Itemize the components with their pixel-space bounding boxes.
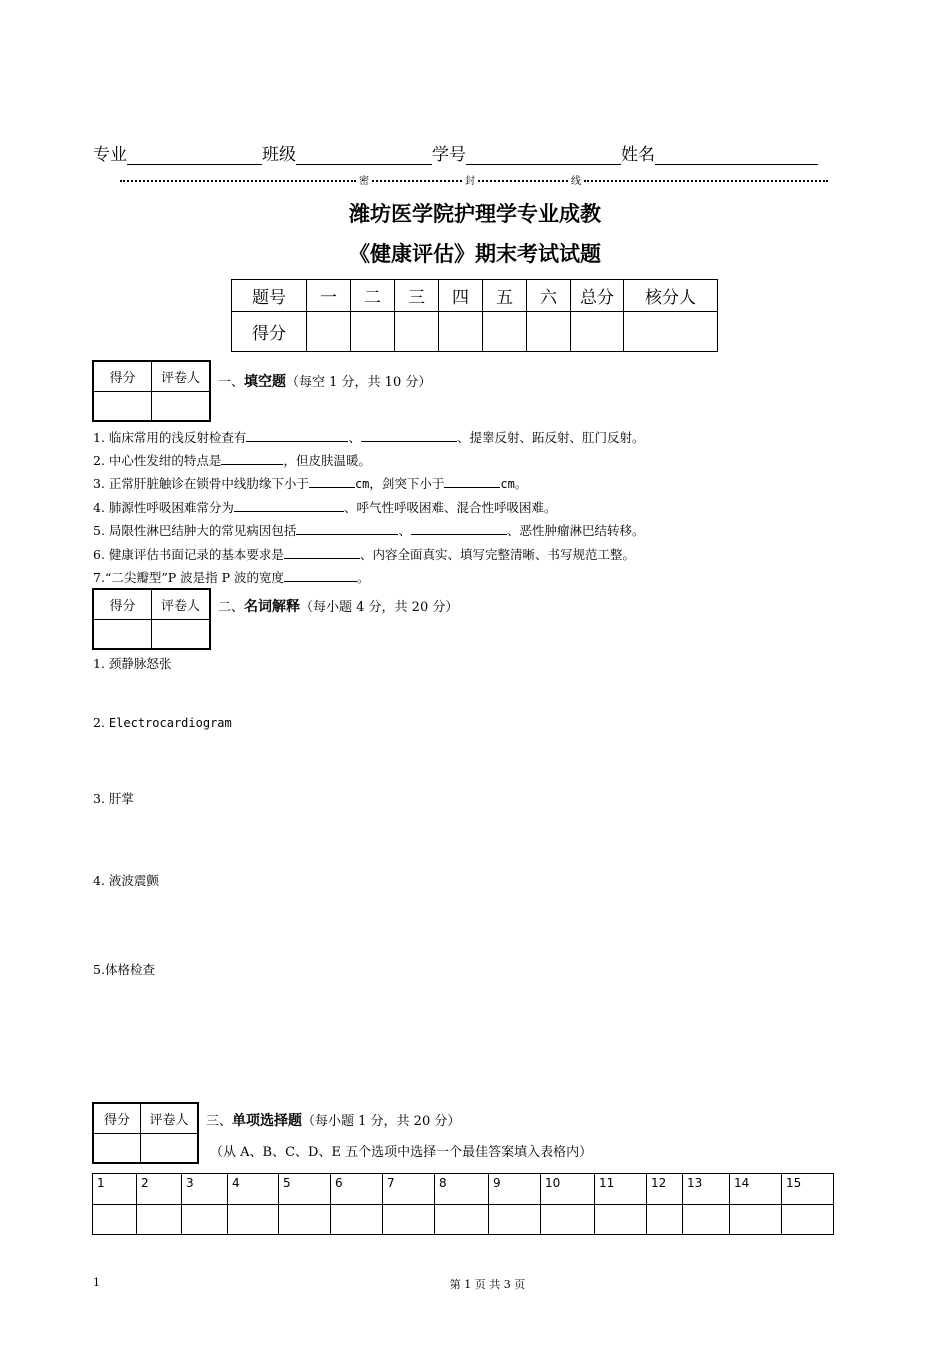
question-text: 局限性淋巴结肿大的常见病因包括: [108, 523, 297, 538]
answer-column-header: 12: [647, 1174, 683, 1205]
footer-left: 1: [93, 1276, 100, 1289]
answer-column-header: 2: [137, 1174, 182, 1205]
score-cell[interactable]: [351, 312, 395, 352]
grader-score-label: 得分: [93, 589, 152, 620]
major-label: 专业: [93, 145, 127, 165]
answer-cell[interactable]: [228, 1205, 279, 1235]
score-header-cell: 题号: [232, 280, 307, 312]
question-text: ，剑突下小于: [369, 476, 445, 491]
answer-cell[interactable]: [383, 1205, 435, 1235]
unit-text: cm: [500, 477, 515, 491]
score-header-cell: 三: [395, 280, 439, 312]
fill-question-7: [93, 568, 369, 586]
grader-name-cell[interactable]: [141, 1134, 199, 1164]
answer-blank[interactable]: [284, 569, 357, 582]
question-text: 健康评估书面记录的基本要求是: [108, 547, 284, 562]
question-text: 、提睾反射、跖反射、肛门反射。: [456, 430, 645, 445]
score-header-cell: 五: [483, 280, 527, 312]
answer-cell[interactable]: [595, 1205, 647, 1235]
score-cell[interactable]: [483, 312, 527, 352]
answer-cell[interactable]: [137, 1205, 182, 1235]
term-item-5: [93, 960, 155, 978]
term-text: Electrocardiogram: [108, 716, 232, 730]
answer-cell[interactable]: [435, 1205, 489, 1235]
section1-heading: [218, 371, 431, 391]
answer-cell[interactable]: [279, 1205, 331, 1235]
score-cell[interactable]: [395, 312, 439, 352]
answer-column-header: 3: [182, 1174, 228, 1205]
question-number: 7.: [93, 570, 105, 585]
question-number: 1.: [93, 430, 105, 445]
term-text: 液波震颤: [108, 873, 159, 888]
score-cell[interactable]: [439, 312, 483, 352]
fill-question-5: [93, 521, 644, 539]
page-number: 第 1 页 共 3 页: [449, 1278, 526, 1291]
question-text: 肺源性呼吸困难常分为: [108, 500, 234, 515]
answer-cell[interactable]: [541, 1205, 595, 1235]
section3-grader-box: [92, 1102, 199, 1164]
fill-question-1: [93, 428, 644, 446]
section2-number: 二、: [218, 600, 245, 615]
fill-question-3: [93, 474, 527, 492]
section2-grader-box: [92, 588, 211, 650]
question-text: 。: [356, 570, 370, 585]
fill-question-2: [93, 451, 371, 469]
section2-note: （每小题 4 分，共 20 分）: [300, 600, 459, 615]
score-cell[interactable]: [527, 312, 571, 352]
answer-column-header: 7: [383, 1174, 435, 1205]
question-text: ，但皮肤温暖。: [283, 453, 371, 468]
answer-blank[interactable]: [361, 429, 457, 442]
section1-number: 一、: [218, 375, 245, 390]
score-header-cell: 四: [439, 280, 483, 312]
student-info-line: [93, 140, 818, 165]
score-cell[interactable]: [307, 312, 351, 352]
section3-number: 三、: [206, 1114, 233, 1129]
answer-column-header: 6: [331, 1174, 383, 1205]
section2-heading: [218, 596, 458, 616]
answer-column-header: 10: [541, 1174, 595, 1205]
term-item-4: [93, 871, 159, 889]
answer-column-header: 11: [595, 1174, 647, 1205]
question-text: 正常肝脏触诊在锁骨中线肋缘下小于: [108, 476, 309, 491]
fill-question-4: [93, 498, 556, 516]
answer-column-header: 15: [782, 1174, 834, 1205]
section1-grader-box: [92, 360, 211, 422]
question-text: 、: [348, 430, 361, 445]
score-cell[interactable]: [571, 312, 624, 352]
answer-cell[interactable]: [331, 1205, 383, 1235]
answer-cell[interactable]: [182, 1205, 228, 1235]
seal-char-1: 密: [359, 176, 369, 187]
term-item-3: [93, 789, 134, 807]
question-text: 、内容全面真实、填写完整清晰、书写规范工整。: [359, 547, 635, 562]
grader-score-cell[interactable]: [93, 1134, 141, 1164]
answer-column-header: 5: [279, 1174, 331, 1205]
term-text: 体格检查: [104, 962, 155, 977]
grader-name-cell[interactable]: [152, 620, 211, 650]
question-number: 4.: [93, 500, 105, 515]
answer-blank[interactable]: [444, 475, 500, 488]
section3-instruction: （从 A、B、C、D、E 五个选项中选择一个最佳答案填入表格内）: [210, 1145, 593, 1160]
grader-score-cell[interactable]: [93, 392, 152, 422]
unit-text: cm: [354, 477, 370, 491]
question-number: 2.: [93, 453, 105, 468]
answer-cell[interactable]: [489, 1205, 541, 1235]
term-text: 肝掌: [108, 791, 134, 806]
question-text: 、呼气性呼吸困难、混合性呼吸困难。: [343, 500, 557, 515]
section1-title: 填空题: [244, 374, 287, 390]
score-cell[interactable]: [624, 312, 718, 352]
term-number: 3.: [93, 791, 105, 806]
score-header-cell: 六: [527, 280, 571, 312]
answer-column-header: 8: [435, 1174, 489, 1205]
grader-score-cell[interactable]: [93, 620, 152, 650]
name-label: 姓名: [621, 145, 655, 165]
score-header-cell: 二: [351, 280, 395, 312]
answer-cell[interactable]: [93, 1205, 137, 1235]
term-number: 5.: [93, 962, 105, 977]
name-field[interactable]: [655, 146, 818, 165]
question-text: 。: [514, 476, 528, 491]
score-header-cell: 核分人: [624, 280, 718, 312]
grader-name-label: 评卷人: [141, 1103, 199, 1134]
answer-column-header: 4: [228, 1174, 279, 1205]
score-summary-table: [231, 279, 718, 352]
fill-question-6: [93, 545, 635, 563]
major-field[interactable]: [127, 146, 262, 165]
section2-title: 名词解释: [244, 599, 301, 615]
question-text: “二尖瓣型”P 波是指 P 波的宽度: [104, 570, 284, 585]
grader-score-label: 得分: [93, 1103, 141, 1134]
question-text: 中心性发绀的特点是: [108, 453, 222, 468]
seal-line: [120, 172, 828, 187]
class-label: 班级: [262, 145, 296, 165]
answer-blank[interactable]: [411, 522, 507, 535]
grader-score-label: 得分: [93, 361, 152, 392]
term-number: 1.: [93, 656, 105, 671]
grader-name-label: 评卷人: [152, 361, 211, 392]
answer-blank[interactable]: [296, 522, 398, 535]
answer-cell[interactable]: [683, 1205, 730, 1235]
exam-title-line2: 《健康评估》期末考试试题: [349, 242, 601, 266]
answer-blank[interactable]: [234, 499, 344, 512]
answer-blank[interactable]: [246, 429, 348, 442]
question-text: 、: [398, 523, 411, 538]
question-number: 6.: [93, 547, 105, 562]
term-item-1: [93, 654, 171, 672]
section3-heading: [206, 1110, 460, 1130]
grader-name-cell[interactable]: [152, 392, 211, 422]
score-row-label: 得分: [232, 312, 307, 352]
class-field[interactable]: [296, 146, 432, 165]
answer-blank[interactable]: [221, 452, 283, 465]
seal-char-2: 封: [465, 176, 475, 187]
question-text: 、恶性肿瘤淋巴结转移。: [506, 523, 645, 538]
answer-cell[interactable]: [647, 1205, 683, 1235]
student-id-field[interactable]: [466, 146, 621, 165]
answer-column-header: 14: [730, 1174, 782, 1205]
section3-note: （每小题 1 分，共 20 分）: [302, 1114, 461, 1129]
answer-cell[interactable]: [782, 1205, 834, 1235]
answer-blank[interactable]: [309, 475, 355, 488]
seal-char-3: 线: [571, 176, 581, 187]
answer-cell[interactable]: [730, 1205, 782, 1235]
answer-grid: [92, 1173, 834, 1235]
term-item-2: [93, 715, 232, 730]
section3-title: 单项选择题: [232, 1113, 303, 1129]
question-text: 临床常用的浅反射检查有: [108, 430, 247, 445]
score-header-cell: 总分: [571, 280, 624, 312]
term-number: 2.: [93, 715, 105, 730]
answer-column-header: 13: [683, 1174, 730, 1205]
section1-note: （每空 1 分，共 10 分）: [286, 375, 432, 390]
term-number: 4.: [93, 873, 105, 888]
question-number: 5.: [93, 523, 105, 538]
answer-column-header: 9: [489, 1174, 541, 1205]
answer-column-header: 1: [93, 1174, 137, 1205]
term-text: 颈静脉怒张: [108, 656, 172, 671]
student-id-label: 学号: [432, 145, 466, 165]
grader-name-label: 评卷人: [152, 589, 211, 620]
exam-title-line1: 潍坊医学院护理学专业成教: [349, 202, 601, 226]
score-header-cell: 一: [307, 280, 351, 312]
question-number: 3.: [93, 476, 105, 491]
answer-blank[interactable]: [284, 546, 360, 559]
